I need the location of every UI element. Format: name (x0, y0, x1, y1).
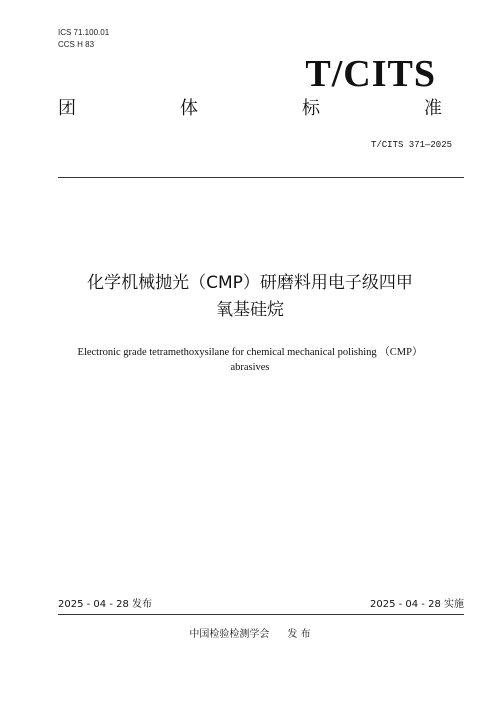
english-title-line: Electronic grade tetramethoxysilane for chemical mechanical polishing （CMP） (77, 347, 423, 358)
ics-code: ICS 71.100.01 (58, 28, 110, 37)
standard-number: T/CITS 371—2025 (370, 140, 452, 150)
standard-type-char: 团 (58, 98, 76, 119)
chinese-title (40, 270, 460, 324)
publisher-name: 中国检验检测学会 (189, 629, 270, 640)
ccs-code: CCS H 83 (58, 40, 95, 49)
footer-divider (58, 614, 464, 615)
standard-type-char: 准 (424, 98, 442, 119)
standard-type-char: 体 (180, 98, 198, 119)
chinese-title-line: 化学机械抛光（CMP）研磨料用电子级四甲 (87, 273, 413, 293)
publisher (0, 628, 500, 642)
english-title-line: abrasives (230, 362, 270, 373)
english-title (50, 345, 450, 375)
implementation-date: 2025 - 04 - 28 实施 (369, 599, 464, 610)
classification-codes (58, 27, 109, 51)
standard-type-char: 标 (302, 98, 320, 119)
standard-type (58, 98, 442, 120)
header-divider (58, 177, 464, 178)
publisher-action: 发 布 (287, 629, 311, 640)
chinese-title-line: 氧基硅烷 (216, 300, 284, 320)
organization-code: T/CITS (305, 53, 436, 95)
release-date: 2025 - 04 - 28 发布 (58, 599, 153, 610)
